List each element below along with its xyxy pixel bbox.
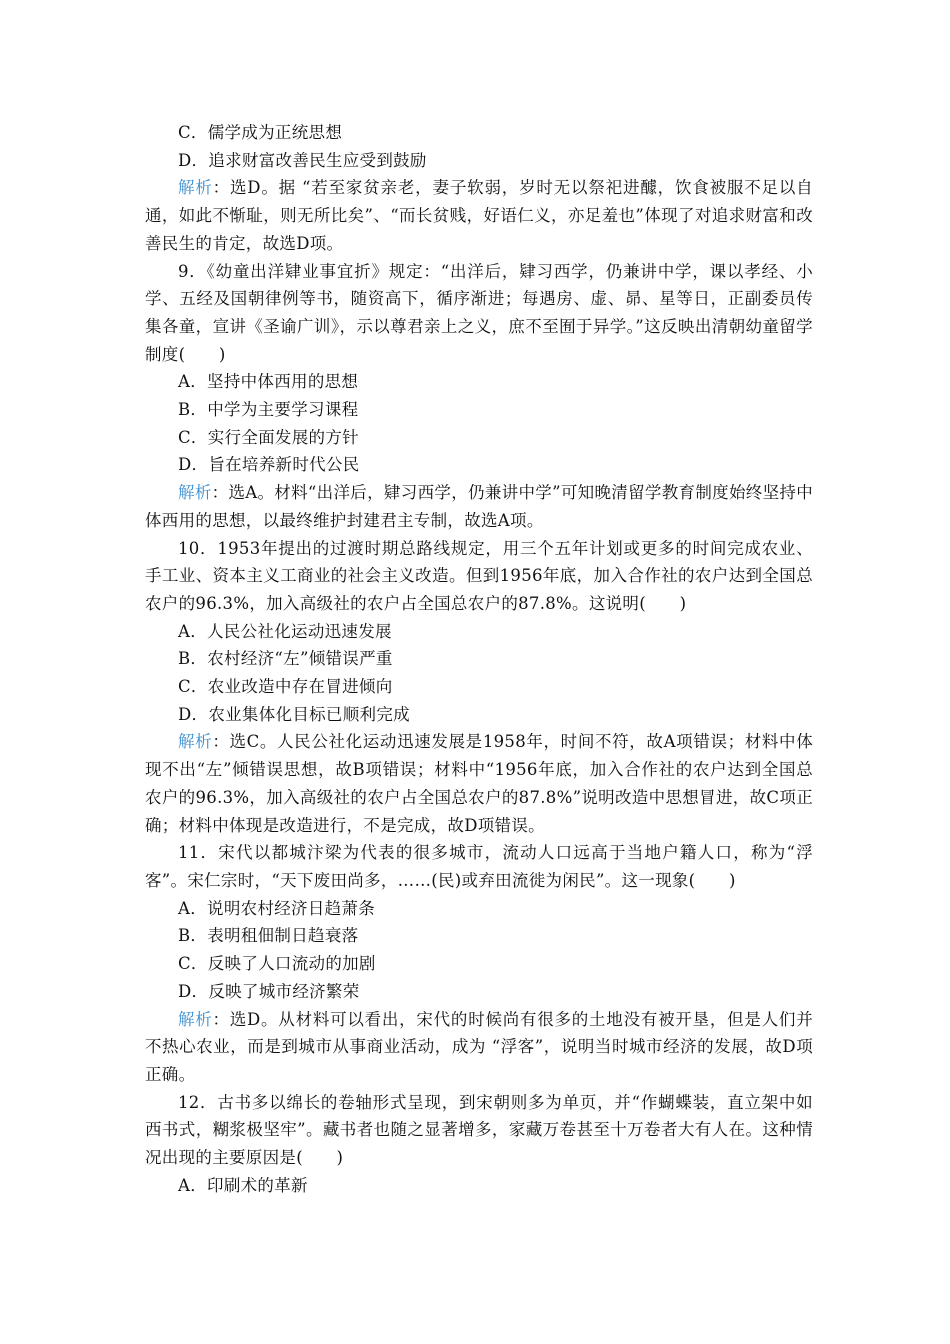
document-content [145, 119, 813, 1199]
analysis-text: ：选D。从材料可以看出，宋代的时候尚有很多的土地没有被开垦，但是人们并不热心农业，而是到城市从事商业活动，成为 “浮客”，说明当时城市经济的发展，故D项正确。 [145, 1009, 813, 1084]
q9-option-d: D．旨在培养新时代公民 [178, 455, 360, 475]
q10-stem: 10．1953年提出的过渡时期总路线规定，用三个五年计划或更多的时间完成农业、手工业、资本主义工商业的社会主义改造。但到1956年底，加入合作社的农户达到全国总农户的96.3%，加入高级社的农户占全国总农户的87.8%。这说明( ) [145, 538, 813, 613]
analysis-text: ：选D。据 “若至家贫亲老，妻子软弱，岁时无以祭祀进醵，饮食被服不足以自通，如此不惭耻，则无所比矣”、“而长贫贱，好语仁义，亦足羞也”体现了对追求财富和改善民生的肯定，故选D项。 [145, 178, 813, 253]
analysis-label: 解析 [178, 1009, 213, 1029]
q11-option-d: D．反映了城市经济繁荣 [178, 981, 360, 1001]
q8-option-d: D．追求财富改善民生应受到鼓励 [178, 150, 427, 170]
q10-option-d: D．农业集体化目标已顺利完成 [178, 704, 410, 724]
analysis-label: 解析 [178, 732, 213, 752]
q12-stem: 12．古书多以绵长的卷轴形式呈现，到宋朝则多为单页，并“作蝴蝶装，直立架中如西书式，糊浆极坚牢”。藏书者也随之显著增多，家藏万卷甚至十万卷者大有人在。这种情况出现的主要原因是( ) [145, 1092, 813, 1168]
q12-option-a: A．印刷术的革新 [178, 1175, 308, 1195]
q11-analysis [145, 1006, 813, 1089]
analysis-text: ：选A。材料“出洋后，肄习西学，仍兼讲中学”可知晚清留学教育制度始终坚持中体西用的思想，以最终维护封建君主专制，故选A项。 [145, 483, 814, 530]
q10-option-b: B．农村经济“左”倾错误严重 [178, 649, 393, 669]
q11-option-a: A．说明农村经济日趋萧条 [178, 898, 376, 918]
q10-option-c: C．农业改造中存在冒进倾向 [178, 677, 393, 697]
q8-analysis [145, 174, 813, 257]
q9-option-b: B．中学为主要学习课程 [178, 400, 359, 420]
q9-option-a: A．坚持中体西用的思想 [178, 372, 359, 392]
q9-stem: 9．《幼童出洋肄业事宜折》规定：“出洋后，肄习西学，仍兼讲中学，课以孝经、小学、五经及国朝律例等书，随资高下，循序渐进；每遇房、虚、昴、星等日，正副委员传集各童，宣讲《圣谕广训》，示以尊君亲上之义，庶不至囿于异学。”这反映出清朝幼童留学制度( ) [145, 261, 813, 364]
q8-option-c: C．儒学成为正统思想 [178, 123, 343, 142]
analysis-label: 解析 [178, 483, 212, 503]
analysis-text: ：选C。人民公社化运动迅速发展是1958年，时间不符，故A项错误；材料中体现不出“左”倾错误思想，故B项错误；材料中“1956年底，加入合作社的农户达到全国总农户的96.3%，加入高级社的农户占全国总农户的87.8%”说明改造中思想冒进，故C项正确；材料中体现是改造进行，不是完成，故D项错误。 [145, 732, 813, 835]
q10-analysis [145, 728, 813, 839]
analysis-label: 解析 [178, 178, 213, 198]
q11-option-c: C．反映了人口流动的加剧 [178, 954, 376, 974]
q11-option-b: B．表明租佃制日趋衰落 [178, 926, 359, 946]
q11-stem: 11．宋代以都城汴梁为代表的很多城市，流动人口远高于当地户籍人口，称为“浮客”。宋仁宗时，“天下废田尚多，……(民)或弃田流徙为闲民”。这一现象( ) [145, 843, 813, 890]
q9-analysis [145, 479, 813, 534]
q9-option-c: C．实行全面发展的方针 [178, 427, 359, 447]
q10-option-a: A．人民公社化运动迅速发展 [178, 621, 392, 641]
